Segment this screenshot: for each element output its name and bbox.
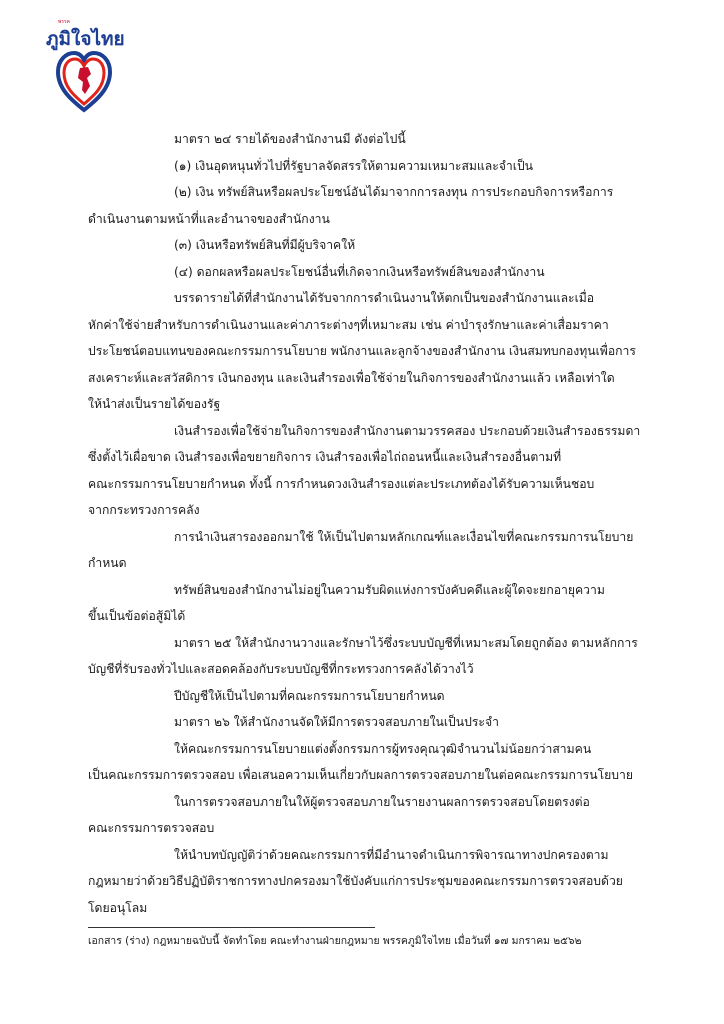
text-line: มาตรา ๒๕ ให้สำนักงานวางและรักษาไว้ซึ่งระบบบัญชีที่เหมาะสมโดยถูกต้อง ตามหลักการ <box>174 635 638 650</box>
text-line: บัญชีที่รับรองทั่วไปและสอดคล้องกับระบบบัญชีที่กระทรวงการคลังได้วางไว้ <box>88 662 474 676</box>
party-logo <box>38 18 128 118</box>
footnote: เอกสาร (ร่าง) กฎหมายฉบับนี้ จัดทำโดย คณะทำงานฝ่ายกฎหมาย พรรคภูมิใจไทย เมื่อวันที่ ๑๗ มกราคม ๒๕๖๒ <box>88 935 582 947</box>
text-line: คณะกรรมการตรวจสอบ <box>88 821 215 835</box>
text-line: กฎหมายว่าด้วยวิธีปฏิบัติราชการทางปกครองมาใช้บังคับแก่การประชุมของคณะกรรมการตรวจสอบด้วย <box>88 874 623 888</box>
text-line: ขึ้นเป็นข้อต่อสู้มิได้ <box>88 609 186 623</box>
text-line: ให้นำบทบัญญัติว่าด้วยคณะกรรมการที่มีอำนาจดำเนินการพิจารณาทางปกครองตาม <box>174 847 609 862</box>
text-line: ซึ่งตั้งไว้เผื่อขาด เงินสำรองเพื่อขยายกิจการ เงินสำรองเพื่อไถ่ถอนหนี้และเงินสำรองอื่นตามที่ <box>88 450 562 464</box>
text-line: เป็นคณะกรรมการตรวจสอบ เพื่อเสนอความเห็นเกี่ยวกับผลการตรวจสอบภายในต่อคณะกรรมการนโยบาย <box>88 768 634 782</box>
text-line: ประโยชน์ตอบแทนของคณะกรรมการนโยบาย พนักงานและลูกจ้างของสำนักงาน เงินสมทบกองทุนเพื่อการ <box>88 344 636 358</box>
text-line: ปีบัญชีให้เป็นไปตามที่คณะกรรมการนโยบายกำหนด <box>174 688 445 703</box>
text-line: คณะกรรมการนโยบายกำหนด ทั้งนี้ การกำหนดวงเงินสำรองแต่ละประเภทต้องได้รับความเห็นชอบ <box>88 476 595 491</box>
text-line: มาตรา ๒๖ ให้สำนักงานจัดให้มีการตรวจสอบภายในเป็นประจำ <box>174 715 499 729</box>
text-line: การนำเงินสารองออกมาใช้ ให้เป็นไปตามหลักเกณฑ์และเงื่อนไขที่คณะกรรมการนโยบาย <box>174 529 634 544</box>
text-line: ดำเนินงานตามหน้าที่และอำนาจของสำนักงาน <box>88 211 330 226</box>
document-body <box>88 126 640 921</box>
logo-small-text: พรรค <box>58 19 71 25</box>
text-line: กำหนด <box>88 556 127 570</box>
text-line: ให้คณะกรรมการนโยบายแต่งตั้งกรรมการผู้ทรงคุณวุฒิจำนวนไม่น้อยกว่าสามคน <box>174 741 592 756</box>
text-line: จากกระทรวงการคลัง <box>88 503 200 517</box>
text-line: ในการตรวจสอบภายในให้ผู้ตรวจสอบภายในรายงานผลการตรวจสอบโดยตรงต่อ <box>174 794 590 809</box>
footnote-divider <box>88 927 375 928</box>
text-line: เงินสำรองเพื่อใช้จ่ายในกิจการของสำนักงานตามวรรคสอง ประกอบด้วยเงินสำรองธรรมดา <box>174 423 640 438</box>
text-line: บรรดารายได้ที่สำนักงานได้รับจากการดำเนินงานให้ตกเป็นของสำนักงานและเมื่อ <box>174 291 595 305</box>
text-line: มาตรา ๒๔ รายได้ของสำนักงานมี ดังต่อไปนี้ <box>174 132 406 146</box>
text-line: สงเคราะห์และสวัสดิการ เงินกองทุน และเงินสำรองเพื่อใช้จ่ายในกิจการของสำนักงานแล้ว เหลือเท่าใด <box>88 370 615 385</box>
text-line: (๒) เงิน ทรัพย์สินหรือผลประโยชน์อันได้มาจากการลงทุน การประกอบกิจการหรือการ <box>174 185 614 199</box>
text-line: ให้นำส่งเป็นรายได้ของรัฐ <box>88 397 221 411</box>
text-line: (๑) เงินอุดหนุนทั่วไปที่รัฐบาลจัดสรรให้ตามความเหมาะสมและจำเป็น <box>174 158 534 173</box>
text-line: โดยอนุโลม <box>88 900 148 915</box>
text-line: (๔) ดอกผลหรือผลประโยชน์อื่นที่เกิดจากเงินหรือทรัพย์สินของสำนักงาน <box>174 264 545 279</box>
heart-map-icon <box>54 48 114 114</box>
text-line: ทรัพย์สินของสำนักงานไม่อยู่ในความรับผิดแห่งการบังคับคดีและผู้ใดจะยกอายุความ <box>174 582 605 597</box>
text-line: หักค่าใช้จ่ายสำหรับการดำเนินงานและค่าภาระต่างๆที่เหมาะสม เช่น ค่าบำรุงรักษาและค่าเสื่อมราคา <box>88 317 609 332</box>
text-line: (๓) เงินหรือทรัพย์สินที่มีผู้บริจาคให้ <box>174 238 356 252</box>
logo-name: ภูมิใจไทย <box>46 28 125 50</box>
